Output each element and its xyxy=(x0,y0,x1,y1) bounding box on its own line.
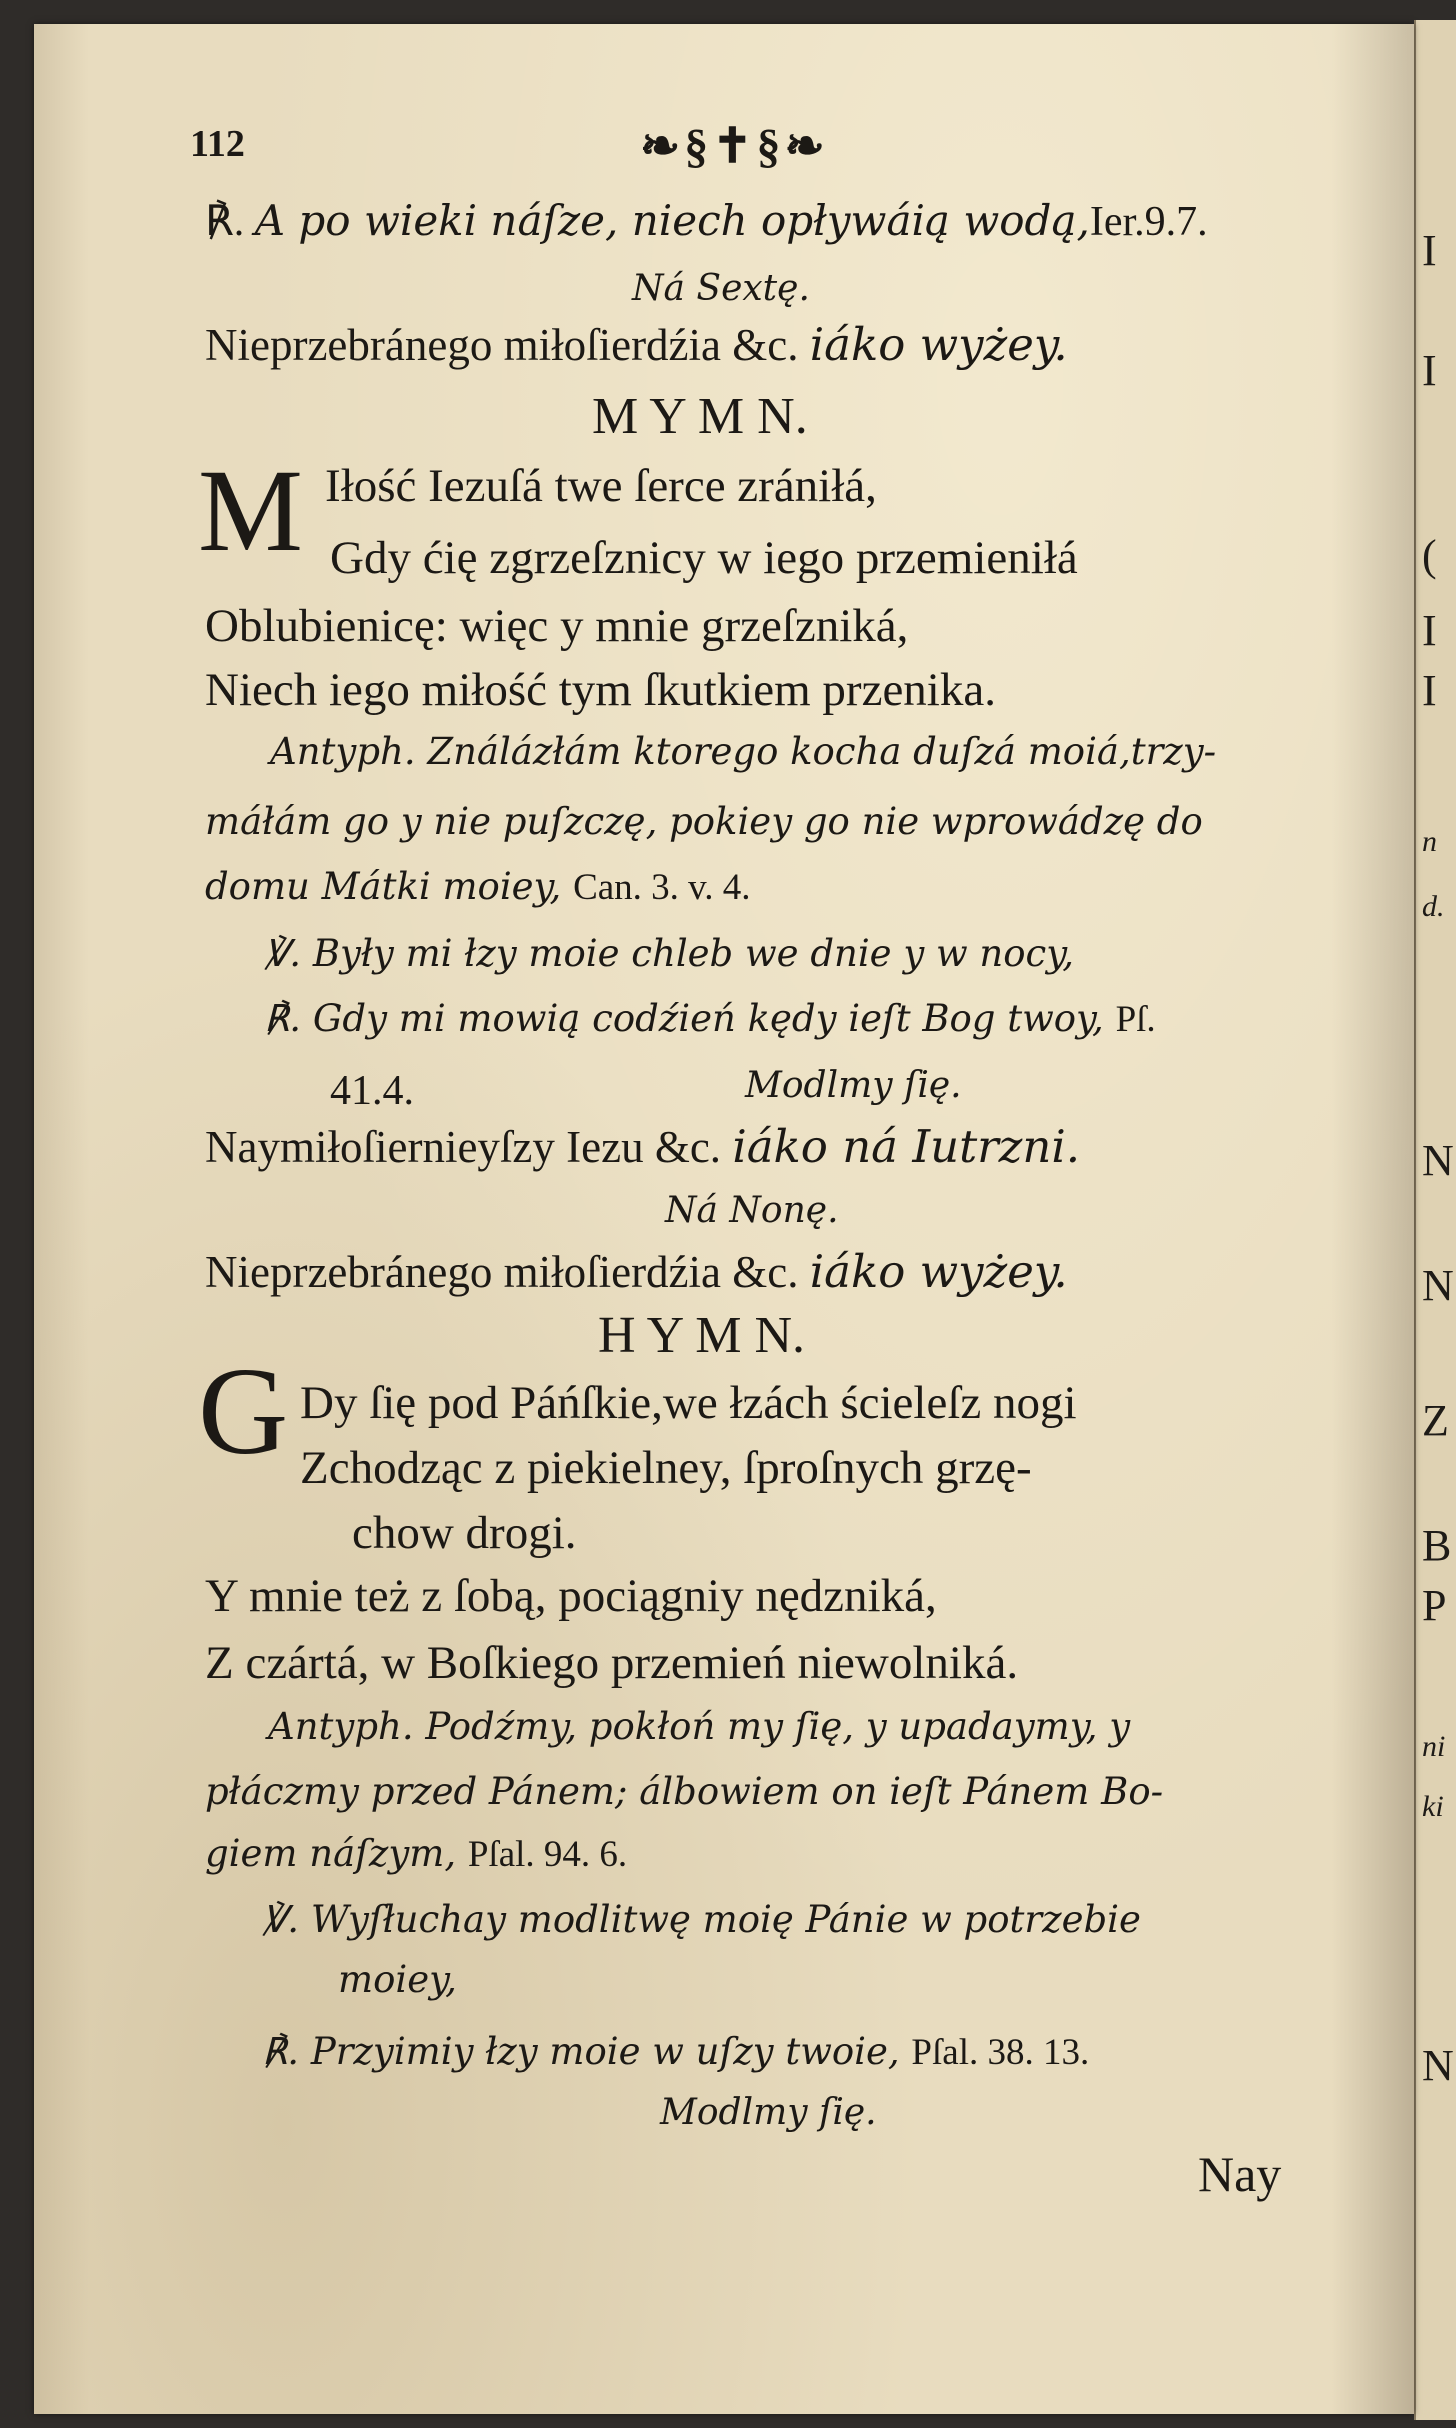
text-line xyxy=(352,1505,577,1560)
roman-run: Zchodząc z piekielney, ſproſnych grzę- xyxy=(300,1442,1032,1494)
italic-run: ℣. Wyſłuchay modlitwę moię Pánie w potrzebie xyxy=(262,1898,1141,1941)
edge-letter: B xyxy=(1422,1521,1452,1570)
italic-run: iáko wyżey. xyxy=(809,1245,1068,1298)
italic-run: ℟. Gdy mi mowią codźień kędy ieſt Bog twoy, xyxy=(264,997,1116,1040)
italic-run: domu Mátki moiey, xyxy=(205,865,574,908)
edge-letter: N xyxy=(1422,2041,1454,2090)
roman-run: Pſ. xyxy=(1115,999,1156,1040)
text-line xyxy=(592,386,808,446)
edge-letter: d. xyxy=(1422,890,1445,923)
italic-run: A po wieki náſze, niech opływáią wodą, xyxy=(254,196,1090,245)
edge-letter: P xyxy=(1422,1581,1447,1630)
text-line xyxy=(205,1635,1018,1690)
italic-run: Ná Nonę. xyxy=(665,1190,839,1231)
text-line xyxy=(205,196,1208,246)
edge-letter: ( xyxy=(1422,531,1437,580)
header-ornament: ❧§✝§❧ xyxy=(640,120,829,173)
text-line xyxy=(268,1705,1130,1748)
text-line xyxy=(270,730,1216,773)
drop-cap-m: M xyxy=(198,445,303,576)
roman-run: Oblubienicę: więc y mnie grzeſzniká, xyxy=(205,600,909,652)
edge-letter: ni xyxy=(1422,1730,1446,1763)
text-line xyxy=(330,1065,414,1115)
text-line xyxy=(300,1375,1077,1430)
edge-letter: ki xyxy=(1422,1790,1444,1823)
roman-run: chow drogi. xyxy=(352,1507,577,1559)
text-line xyxy=(205,1568,937,1623)
text-line xyxy=(338,1958,457,2001)
italic-run: Antyph. Podźmy, pokłoń my ſię, y upadaymy, y xyxy=(268,1705,1131,1748)
text-line xyxy=(262,2030,1089,2074)
roman-run: Naymiłoſiernieyſzy Iezu &c. xyxy=(205,1122,733,1172)
text-line xyxy=(205,1770,1163,1813)
text-line xyxy=(205,318,1068,371)
text-line xyxy=(598,1305,805,1365)
roman-run: Iłość Iezuſá twe ſerce zrániłá, xyxy=(325,460,877,512)
roman-run: Ier.9.7. xyxy=(1089,199,1208,245)
roman-run: H Y M N. xyxy=(598,1307,806,1364)
drop-cap-g: G xyxy=(198,1343,289,1481)
roman-run: Z czártá, w Boſkiego przemień niewolniká. xyxy=(205,1637,1019,1689)
edge-letter: I xyxy=(1422,346,1437,395)
text-line xyxy=(205,1245,1068,1298)
text-line xyxy=(632,268,810,309)
text-line xyxy=(330,530,1078,585)
italic-run: Antyph. Ználázłám ktorego kocha duſzá moiá,trzy- xyxy=(270,730,1217,773)
page-number: 112 xyxy=(190,123,245,165)
edge-letter: Z xyxy=(1422,1396,1449,1445)
text-line xyxy=(205,662,996,717)
roman-run: Pſal. 94. 6. xyxy=(467,1834,628,1875)
italic-run: ℟. Przyimiy łzy moie w uſzy twoie, xyxy=(262,2030,912,2073)
text-line xyxy=(660,2092,877,2133)
italic-run: iáko wyżey. xyxy=(809,318,1068,371)
text-line xyxy=(262,1898,1141,1941)
italic-run: Modlmy ſię. xyxy=(660,2092,877,2133)
catchword: Nay xyxy=(1198,2146,1282,2202)
text-line xyxy=(205,865,751,909)
roman-run: Pſal. 38. 13. xyxy=(911,2032,1090,2073)
text-line xyxy=(205,598,908,653)
text-line xyxy=(264,932,1074,975)
edge-letter: I xyxy=(1422,666,1437,715)
italic-run: ℣. Były mi łzy moie chleb we dnie y w nocy, xyxy=(264,932,1075,975)
roman-run: M Y M N. xyxy=(592,388,808,445)
text-line xyxy=(205,1120,1080,1173)
italic-run: Ná Sextę. xyxy=(632,268,810,309)
edge-letter: I xyxy=(1422,226,1437,275)
next-page-edge xyxy=(1414,20,1456,2420)
text-line xyxy=(205,1832,627,1876)
text-line xyxy=(300,1440,1032,1495)
edge-letter: N xyxy=(1422,1136,1454,1185)
roman-run: Dy ſię pod Páńſkie,we łzách ścieleſz nogi xyxy=(300,1377,1077,1429)
italic-run: Modlmy ſię. xyxy=(745,1065,962,1106)
italic-run: máłám go y nie puſzczę, pokiey go nie wprowádzę do xyxy=(205,800,1203,843)
edge-letter: N xyxy=(1422,1261,1454,1310)
roman-run: Y mnie też z ſobą, pociągniy nędzniká, xyxy=(205,1570,937,1622)
roman-run: Gdy ćię zgrzeſznicy w iego przemieniłá xyxy=(330,532,1078,584)
roman-run: 41.4. xyxy=(330,1068,414,1114)
roman-run: ℟. xyxy=(205,199,255,245)
italic-run: płáczmy przed Pánem; álbowiem on ieſt Pánem Bo- xyxy=(205,1770,1164,1813)
edge-letter: n xyxy=(1422,825,1437,858)
roman-run: Nieprzebránego miłoſierdźia &c. xyxy=(205,320,810,370)
roman-run: Can. 3. v. 4. xyxy=(573,867,751,908)
italic-run: moiey, xyxy=(338,1958,457,2001)
italic-run: giem náſzym, xyxy=(205,1832,468,1875)
roman-run: Nieprzebránego miłoſierdźia &c. xyxy=(205,1247,810,1297)
roman-run: Niech iego miłość tym ſkutkiem przenika. xyxy=(205,664,996,716)
italic-run: iáko ná Iutrzni. xyxy=(732,1120,1081,1173)
text-line xyxy=(205,800,1203,843)
edge-letter: I xyxy=(1422,606,1437,655)
text-line xyxy=(745,1065,962,1106)
text-line xyxy=(325,458,877,513)
text-line xyxy=(665,1190,839,1231)
text-line xyxy=(264,997,1156,1041)
